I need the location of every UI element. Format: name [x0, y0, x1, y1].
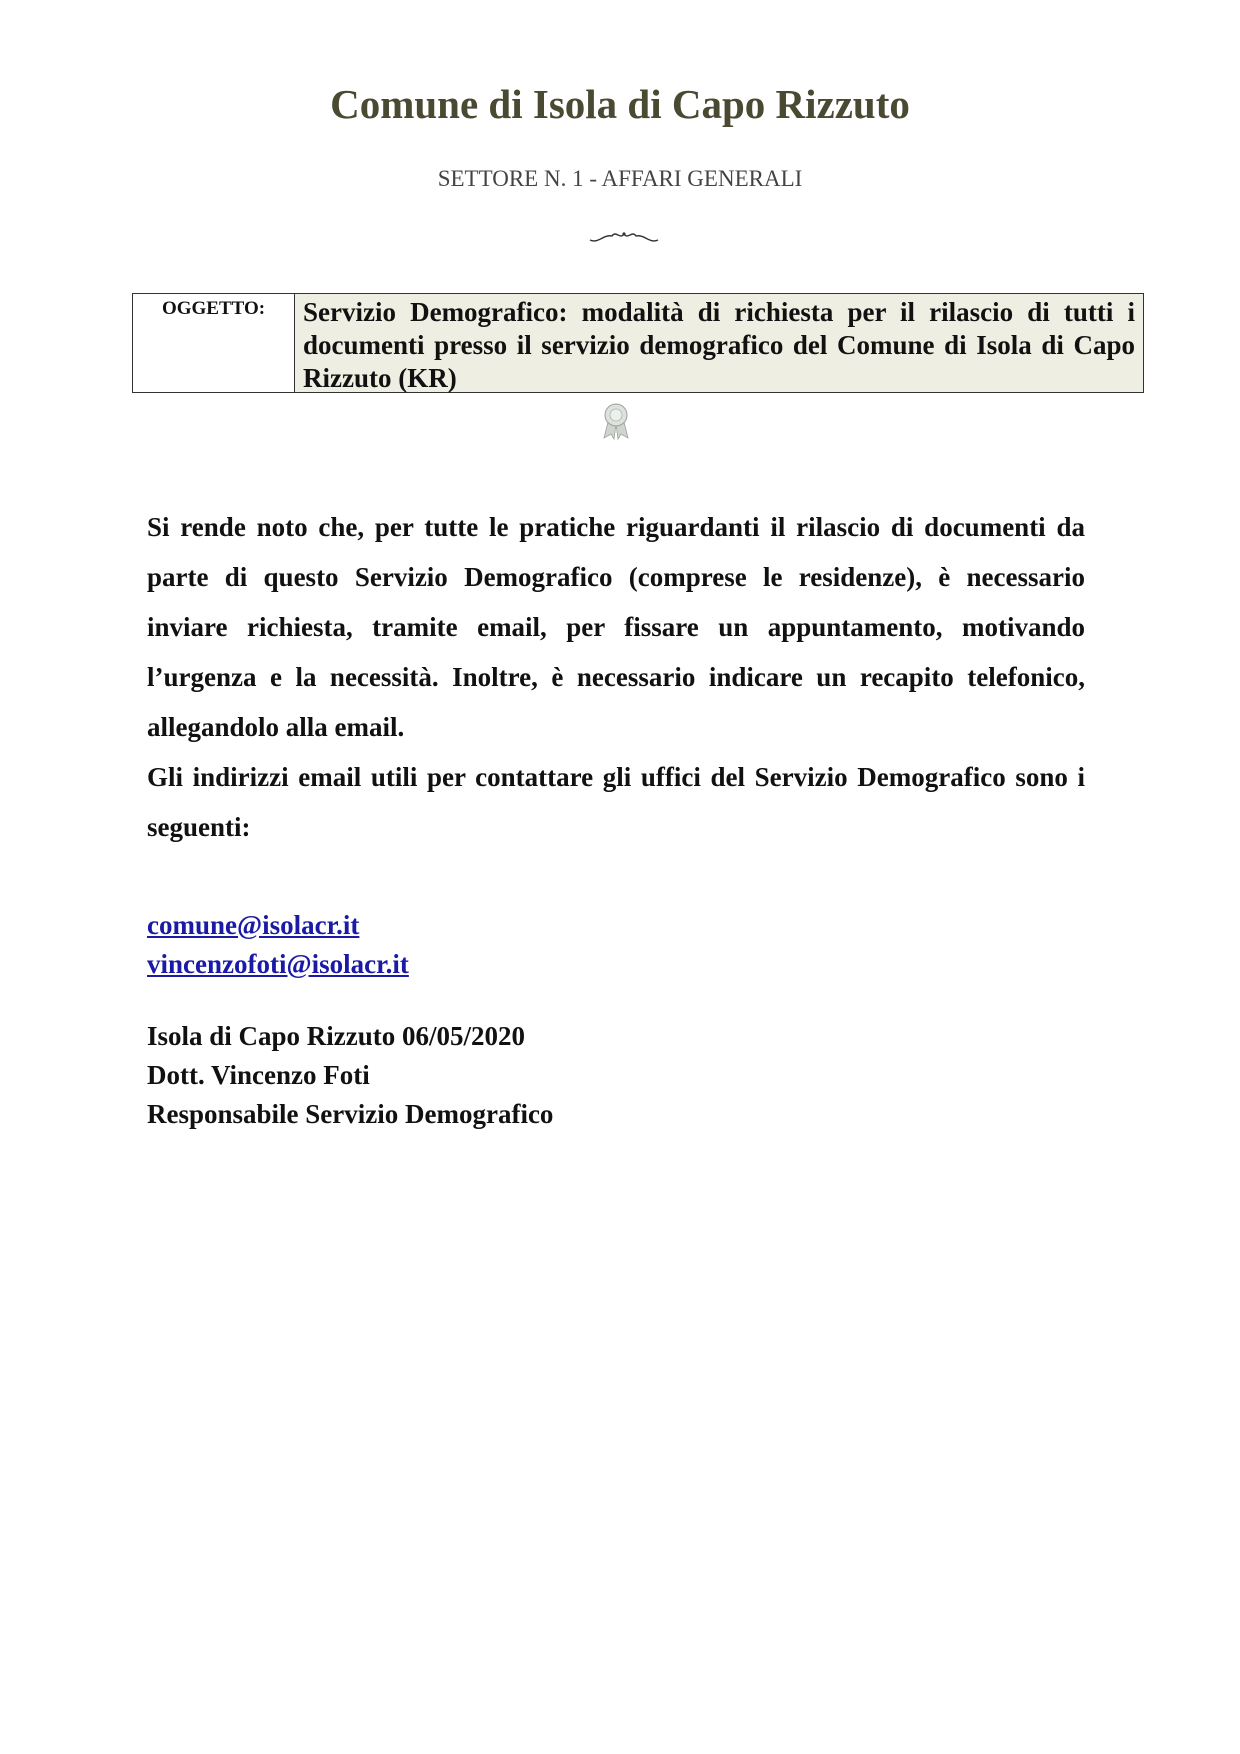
- decorative-flourish-icon: [588, 226, 660, 246]
- signature-name: Dott. Vincenzo Foti: [147, 1060, 370, 1090]
- signature-place-date: Isola di Capo Rizzuto 06/05/2020: [147, 1021, 526, 1051]
- email-link-comune[interactable]: comune@isolacr.it: [147, 910, 360, 940]
- subject-box: [132, 293, 1144, 393]
- notice-paragraph-1: Si rende noto che, per tutte le pratiche riguardanti il rilascio di documenti da parte di questo Servizio Demografico (comprese le residenze), è necessario inviare richiesta, tramite email, per fissare un appuntamento, motivando l’urgenza e la necessità. Inoltre, è necessario indicare un recapito telefonico, allegandolo alla email.: [147, 512, 1085, 742]
- subject-text: Servizio Demografico: modalità di richiesta per il rilascio di tutti i documenti presso il servizio demografico del Comune di Isola di Capo Rizzuto (KR): [295, 294, 1143, 392]
- page-title: Comune di Isola di Capo Rizzuto: [330, 81, 910, 127]
- notice-body: [147, 502, 1085, 852]
- signature-role: Responsabile Servizio Demografico: [147, 1099, 554, 1129]
- email-link-vincenzofoti[interactable]: vincenzofoti@isolacr.it: [147, 949, 409, 979]
- sector-subtitle: SETTORE N. 1 - AFFARI GENERALI: [437, 166, 803, 191]
- email-list: [147, 906, 409, 984]
- rosette-seal-icon: [596, 400, 636, 440]
- subject-label: OGGETTO:: [133, 294, 295, 392]
- signature-block: [147, 1017, 553, 1134]
- notice-paragraph-2: Gli indirizzi email utili per contattare gli uffici del Servizio Demografico sono i seguenti:: [147, 762, 1085, 842]
